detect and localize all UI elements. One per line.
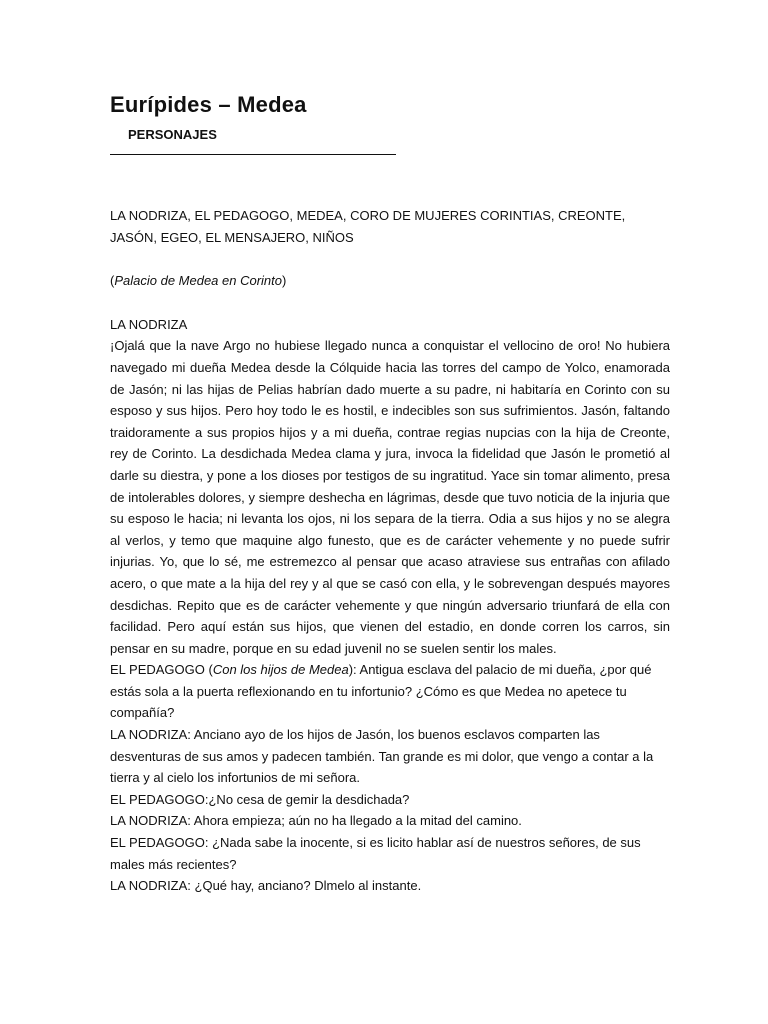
setting-open-paren: (	[110, 273, 115, 289]
dialogue-line: LA NODRIZA: Anciano ayo de los hijos de Jasón, los buenos esclavos comparten las desventuras de sus amos y padecen también. Tan grande es mi dolor, que vengo a contar a la tierra y al cielo los infortunios de mi señora.	[110, 727, 654, 786]
dialogue-line: LA NODRIZA: Ahora empieza; aún no ha llegado a la mitad del camino.	[110, 813, 522, 829]
document-title: Eurípides – Medea	[110, 92, 307, 117]
speaker-name: LA NODRIZA	[110, 316, 188, 332]
dialogue-line-pedagogo	[110, 659, 670, 724]
setting-text: Palacio de Medea en Corinto	[114, 273, 283, 289]
document-page	[110, 90, 670, 897]
dialogue-text: ): Antigua esclava del palacio de mi dueña, ¿por qué estás sola a la puerta reflexionando en tu infortunio? ¿Cómo es que Medea no apetece tu compañía?	[110, 662, 652, 721]
character-list: LA NODRIZA, EL PEDAGOGO, MEDEA, CORO DE MUJERES CORINTIAS, CREONTE, JASÓN, EGEO, EL MENSAJERO, NIÑOS	[110, 208, 626, 245]
dialogue-speaker: EL PEDAGOGO (	[110, 662, 213, 678]
section-subtitle: PERSONAJES	[128, 127, 217, 142]
dialogue-line: LA NODRIZA: ¿Qué hay, anciano? Dlmelo al instante.	[110, 878, 422, 894]
title-underline	[110, 154, 396, 155]
stage-setting	[110, 270, 670, 292]
setting-close-paren: )	[282, 273, 287, 289]
stage-direction: Con los hijos de Medea	[212, 662, 349, 678]
dialogue-line: EL PEDAGOGO: ¿Nada sabe la inocente, si es licito hablar así de nuestros señores, de sus males más recientes?	[110, 835, 641, 872]
speech-paragraph: ¡Ojalá que la nave Argo no hubiese llegado nunca a conquistar el vellocino de oro! No hubiera navegado mi dueña Medea desde la Cólquide hacia las torres del campo de Yolco, enamorada de Jasón; ni las hijas de Pelias habrían dado muerte a su padre, ni habitaría en Corinto con su esposo y sus hijos. Pero hoy todo le es hostil, e indecibles son sus sufrimientos. Jasón, faltando traidoramente a sus propios hijos y a mi dueña, contrae regias nupcias con la hija de Creonte, rey de Corinto. La desdichada Medea clama y jura, invoca la fidelidad que Jasón le prometió al darle su diestra, y pone a los dioses por testigos de su ingratitud. Yace sin tomar alimento, presa de intolerables dolores, y siempre deshecha en lágrimas, desde que tuvo noticia de la injuria que su esposo le hacia; ni levanta los ojos, ni los separa de la tierra. Odia a sus hijos y no se alegra al verlos, y temo que maquine algo funesto, que es de carácter vehemente y no puede sufrir injurias. Yo, que lo sé, me estremezco al pensar que acaso atraviese sus entrañas con afilado acero, o que mate a la hija del rey y al que se casó con ella, y le sobrevengan después mayores desdichas. Repito que es de carácter vehemente y que ningún adversario triunfará de ella con facilidad. Pero aquí están sus hijos, que vienen del estadio, en donde corren los carros, sin pensar en su madre, porque en su edad juvenil no se suelen sentir los males.	[110, 338, 670, 656]
dialogue-line: EL PEDAGOGO:¿No cesa de gemir la desdichada?	[110, 791, 410, 807]
